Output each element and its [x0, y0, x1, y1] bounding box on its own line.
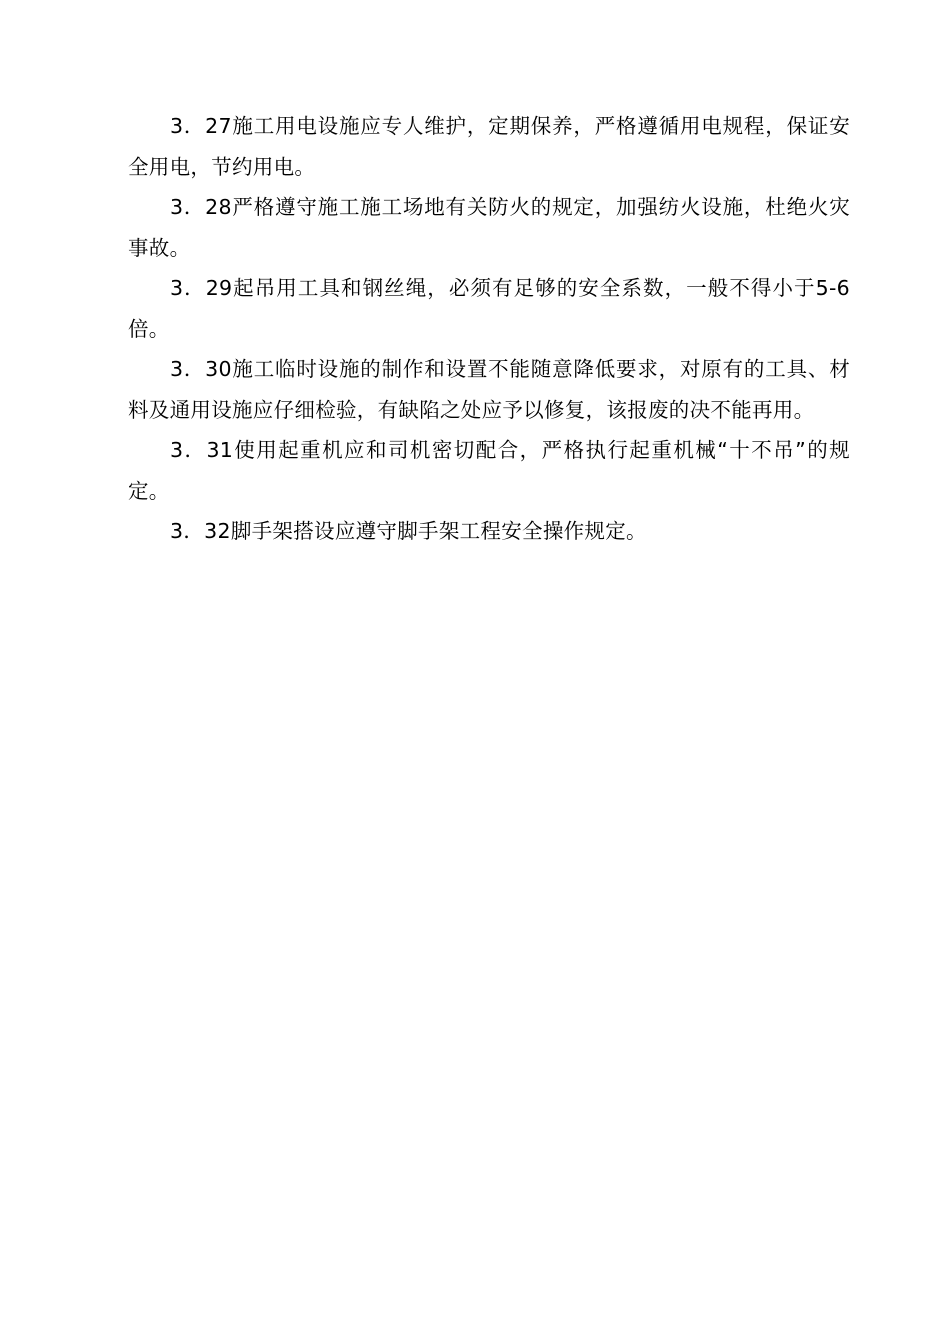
- document-body: [128, 106, 850, 552]
- paragraph-3-27: 3．27施工用电设施应专人维护，定期保养，严格遵循用电规程，保证安全用电，节约用电。: [128, 114, 850, 179]
- paragraph-3-29: 3．29起吊用工具和钢丝绳，必须有足够的安全系数，一般不得小于5-6倍。: [128, 276, 850, 341]
- paragraph-3-28: 3．28严格遵守施工施工场地有关防火的规定，加强纺火设施，杜绝火灾事故。: [128, 195, 850, 260]
- paragraph-3-31: 3．31使用起重机应和司机密切配合，严格执行起重机械“十不吊”的规定。: [128, 438, 850, 503]
- paragraph-3-32: 3．32脚手架搭设应遵守脚手架工程安全操作规定。: [170, 519, 647, 543]
- paragraph-3-30: 3．30施工临时设施的制作和设置不能随意降低要求，对原有的工具、材料及通用设施应仔细检验，有缺陷之处应予以修复，该报废的决不能再用。: [128, 357, 850, 422]
